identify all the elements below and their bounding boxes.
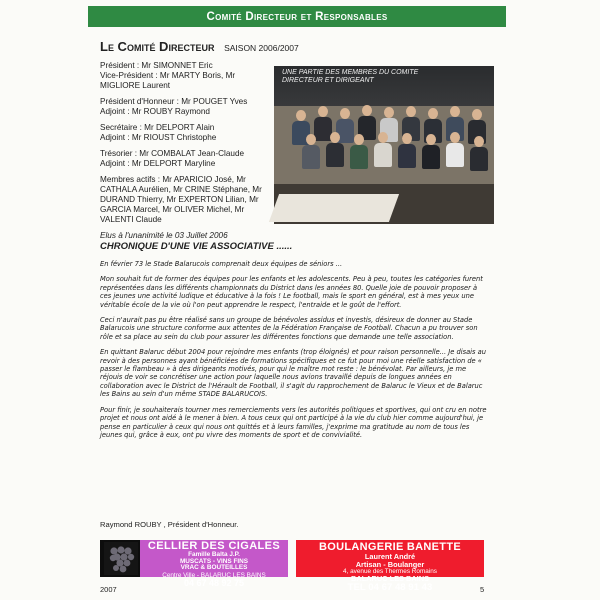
ad-right-line: 4, avenue des Thermes Romains — [342, 567, 437, 575]
person-body — [470, 147, 488, 171]
role-line: Vice-Président : Mr MARTY Boris, Mr MIGLIORE Laurent — [100, 71, 236, 90]
chronicle-paragraph: Ceci n'aurait pas pu être réalisé sans un groupe de bénévoles assidus et investis, désireux de donner au Stade Balarucois une structure conforme aux attentes de la Fédération Française de Football. Chacun a pu trouver son rôle et sa place au sein du club pour assurer les différentes fonctions que demande une telle association. — [100, 316, 478, 341]
person-head — [378, 132, 388, 143]
ad-left-phone: 04 67 48 92 75 — [183, 578, 245, 589]
person-head — [330, 132, 340, 143]
ad-left-name: CELLIER DES CIGALES — [147, 540, 281, 552]
photo-table — [269, 194, 399, 222]
role-line: Adjoint : Mr RIOUST Christophe — [100, 133, 217, 142]
person-head — [384, 107, 394, 118]
person-body — [446, 143, 464, 167]
role-line: Membres actifs : Mr APARICIO José, Mr CATHALA Aurélien, Mr CRINE Stéphane, Mr DURAND Thierry, Mr EXPERTON Lilian, Mr GARCIA Marcel, Mr OLIVER Michel, Mr VALENTI Claude — [100, 175, 262, 224]
person-head — [406, 106, 416, 117]
role-line: Adjoint : Mr DELPORT Maryline — [100, 159, 216, 168]
ad-left-panel — [140, 540, 288, 589]
ad-right-name: BOULANGERIE BANETTE — [319, 541, 461, 553]
person-head — [426, 134, 436, 145]
person-figure — [302, 134, 320, 169]
person-body — [374, 143, 392, 167]
committee-roles — [100, 61, 270, 241]
ad-right-line: Artisan - Boulanger — [355, 559, 425, 569]
person-body — [350, 145, 368, 169]
person-body — [326, 143, 344, 167]
person-head — [428, 108, 438, 119]
signature: Raymond ROUBY , Président d'Honneur. — [100, 520, 239, 529]
person-figure — [350, 134, 368, 169]
page-number: 5 — [480, 585, 485, 594]
role-group-honorary — [100, 97, 270, 117]
role-group-secretary — [100, 123, 270, 143]
person-figure — [326, 132, 344, 167]
person-head — [296, 110, 306, 121]
person-head — [362, 105, 372, 116]
ad-boulangerie-banette — [296, 540, 484, 594]
photo-caption: UNE PARTIE DES MEMBRES DU COMITE DIRECTEUR ET DIRIGEANT — [282, 69, 419, 84]
role-line: Trésorier : Mr COMBALAT Jean-Claude — [100, 149, 245, 158]
role-line: Secrétaire : Mr DELPORT Alain — [100, 123, 215, 132]
committee-photo — [274, 66, 494, 224]
committee-title — [100, 39, 299, 54]
ad-right-phone: TEL 04 67 48 91 43 — [347, 582, 433, 594]
chronicle-paragraph: Pour finir, je souhaiterais tourner mes remerciements vers les autorités politiques et sportives, qui ont cru en notre projet et nous ont aidé à le mener à bien. A tous ceux qui ont participé à la vie du club hier comme aujourd'hui, je pense en particulier à ceux qui nous ont quittés et à leurs familles, j'exprime ma gratitude au nom de tous les jeunes qui, grâce à eux, ont pu vivre des moments de sport et de convivialité. — [100, 405, 487, 439]
person-head — [318, 106, 328, 117]
ad-right-line: Laurent André — [364, 552, 416, 561]
person-head — [474, 136, 484, 147]
person-figure — [374, 132, 392, 167]
section-banner: Comité Directeur et Responsables — [88, 6, 506, 27]
chronicle-paragraph: Mon souhait fut de former des équipes pour les enfants et les adolescents. Peu à peu, toutes les catégories furent représentées dans les différents championnats du District dans les années 80. Quelle joie de pouvoir proposer à ces jeunes une activité ludique et éducative à la fois ! Le football, mais le sport en général, est à mes yeux une véritable école de la vie où l'on peut apprendre le respect, l'entraide et le goût de l'effort. — [100, 275, 483, 309]
chronicle-text — [100, 260, 488, 446]
chronicle-title: CHRONIQUE D'UNE VIE ASSOCIATIVE ...... — [100, 241, 293, 252]
role-group-treasurer — [100, 149, 270, 169]
person-head — [402, 133, 412, 144]
person-figure — [398, 133, 416, 168]
grapes-icon — [104, 542, 138, 575]
elected-note: Elus à l'unanimité le 03 Juillet 2006 — [100, 231, 228, 240]
person-head — [340, 108, 350, 119]
person-figure — [446, 132, 464, 167]
role-line: Adjoint : Mr ROUBY Raymond — [100, 107, 210, 116]
person-figure — [470, 136, 488, 171]
ad-left-line: Famille Balta J.P. — [188, 551, 240, 558]
person-body — [422, 145, 440, 169]
ad-cellier-des-cigales — [100, 540, 288, 589]
role-group-members — [100, 175, 270, 225]
person-head — [450, 132, 460, 143]
role-line: Président : Mr SIMONNET Eric — [100, 61, 213, 70]
chronicle-paragraph: En février 73 le Stade Balarucois comprenait deux équipes de séniors ... — [100, 260, 343, 268]
person-body — [302, 145, 320, 169]
ad-left-address: Centre Ville - BALARUC LES BAINS — [162, 572, 266, 580]
person-head — [306, 134, 316, 145]
person-head — [472, 109, 482, 120]
role-group-president — [100, 61, 270, 91]
person-figure — [422, 134, 440, 169]
ad-left-line: MUSCATS - VINS FINS — [179, 557, 249, 565]
season-label: SAISON 2006/2007 — [224, 43, 299, 53]
ad-right-line: BALARUC LES BAINS — [350, 574, 429, 584]
ad-left-line: VRAC & BOUTEILLES — [180, 564, 248, 572]
person-body — [398, 144, 416, 168]
person-head — [450, 106, 460, 117]
committee-title-text: Le Comité Directeur — [100, 39, 215, 54]
footer-year: 2007 — [100, 585, 117, 594]
person-head — [354, 134, 364, 145]
role-line: Président d'Honneur : Mr POUGET Yves — [100, 97, 248, 106]
chronicle-paragraph: En quittant Balaruc début 2004 pour rejoindre mes enfants (trop éloignés) et pour raison personnelle... Je disais au revoir à des personnes ayant bénéficiées de formations spécifiques et ce fut pour moi une réelle satisfaction de « passer le flambeau » à des dirigeants motivés, pour qui le maître mot reste : le bénévolat. Par ailleurs, je me réjouis de voir se concrétiser une action pour laquelle nous avions travaillé depuis de longues années en collaboration avec le District de l'Hérault de Football, il s'agit du rapprochement de Balaruc le Vieux et de Balaruc les Bains au sein d'un même STADE BALARUCOIS. — [100, 348, 486, 399]
